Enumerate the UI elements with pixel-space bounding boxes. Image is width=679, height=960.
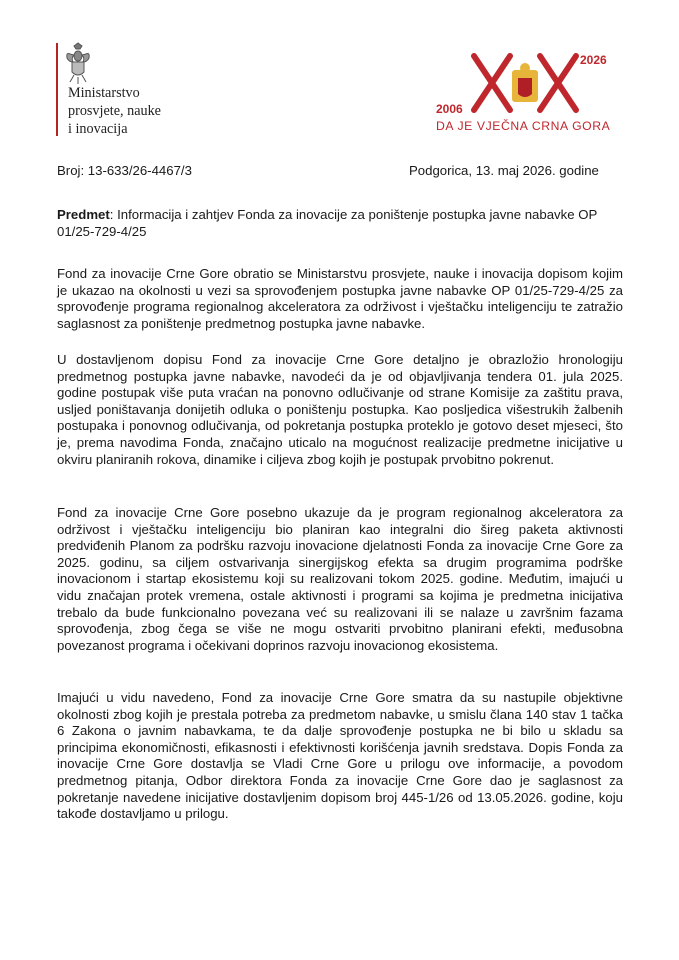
place-date: Podgorica, 13. maj 2026. godine <box>409 163 599 178</box>
body-paragraph-1: Fond za inovacije Crne Gore obratio se Ministarstvu prosvjete, nauke i inovacija dopisom kojim je ukazao na okolnosti u vezi sa sprovođenjem postupka javne nabavke OP 01/25-729-4/25 za sprovođenje programa regionalnog akceleratora za održivost i vještačku inteligenciju te zatražio saglasnost za poništenje predmetnog postupka javne nabavke. <box>57 266 623 331</box>
coat-of-arms-icon <box>64 42 92 86</box>
subject-line <box>57 207 627 240</box>
subject-label: Predmet <box>57 207 110 222</box>
ministry-name <box>68 84 161 138</box>
header-divider <box>56 43 58 136</box>
logo-tagline: DA JE VJEČNA CRNA GORA <box>436 119 611 133</box>
ministry-line-1: Ministarstvo <box>68 85 140 101</box>
body-paragraph-4: Imajući u vidu navedeno, Fond za inovacije Crne Gore smatra da su nastupile objektivne okolnosti zbog kojih je prestala potreba za predmetom nabavke, u smislu člana 140 stav 1 tačka 6 Zakona o javnim nabavkama, te da dalje sprovođenje postupka ne bi bilo u skladu sa principima ekonomičnosti, efikasnosti i efektivnosti korišćenja javnih sredstava. Dopis Fonda za inovacije Crne Gore dostavlja se Vladi Crne Gore u prilogu ove informacije, a povodom predmetnog pitanja, Odbor direktora Fonda za inovacije Crne Gore dao je saglasnost za pokretanje navedene inicijative dostavljenim dopisom broj 445-1/26 od 13.05.2026. godine, koju takođe dostavljamo u prilogu. <box>57 690 623 822</box>
ministry-line-3: i inovacija <box>68 121 128 137</box>
body-paragraph-2: U dostavljenom dopisu Fond za inovacije Crne Gore detaljno je obrazložio hronologiju predmetnog postupka javne nabavke, navodeći da je od objavljivanja tendera 01. jula 2025. godine postupak više puta vraćan na ponovno odlučivanje od strane Komisije za zaštitu prava, usljed poništavanja donijetih odluka o poništenju postupka. Kao posljedica višestrukih žalbenih postupaka i ponovnog odlučivanja, od pokretanja postupka proteklo je gotovo deset mjeseci, što je, prema navodima Fonda, značajno uticalo na mogućnost realizacije predmetne inicijative u okviru planiranih rokova, dinamike i ciljeva zbog kojih je postupak prvobitno pokrenut. <box>57 352 623 467</box>
ministry-line-2: prosvjete, nauke <box>68 103 161 119</box>
reference-number: Broj: 13-633/26-4467/3 <box>57 163 192 178</box>
logo-year-start: 2006 <box>436 102 463 116</box>
body-paragraph-3: Fond za inovacije Crne Gore posebno ukazuje da je program regionalnog akceleratora za održivost i vještačku inteligenciju bio planiran kao integralni dio šireg paketa aktivnosti predviđenih Planom za podršku razvoju inovacione djelatnosti Fonda za inovacije Crne Gore za 2025. godinu, sa ciljem ostvarivanja sinergijskog efekta sa drugim programima podrške inovacionom i startap ekosistemu koji su realizovani tokom 2025. godine. Međutim, imajući u vidu značajan protek vremena, ostale aktivnosti i programi sa kojima je predmetna inicijativa trebalo da bude funkcionalno povezana već su realizovani ili se nalaze u završnim fazama sprovođenja, zbog čega se više ne mogu ostvariti prvobitno planirani efekti, međusobna povezanost programa i očekivani doprinos razvoju inovacionog ekosistema. <box>57 505 623 653</box>
logo-year-end: 2026 <box>580 53 607 67</box>
subject-text: : Informacija i zahtjev Fonda za inovacije za poništenje postupka javne nabavke OP 01/25-729-4/25 <box>57 207 598 239</box>
